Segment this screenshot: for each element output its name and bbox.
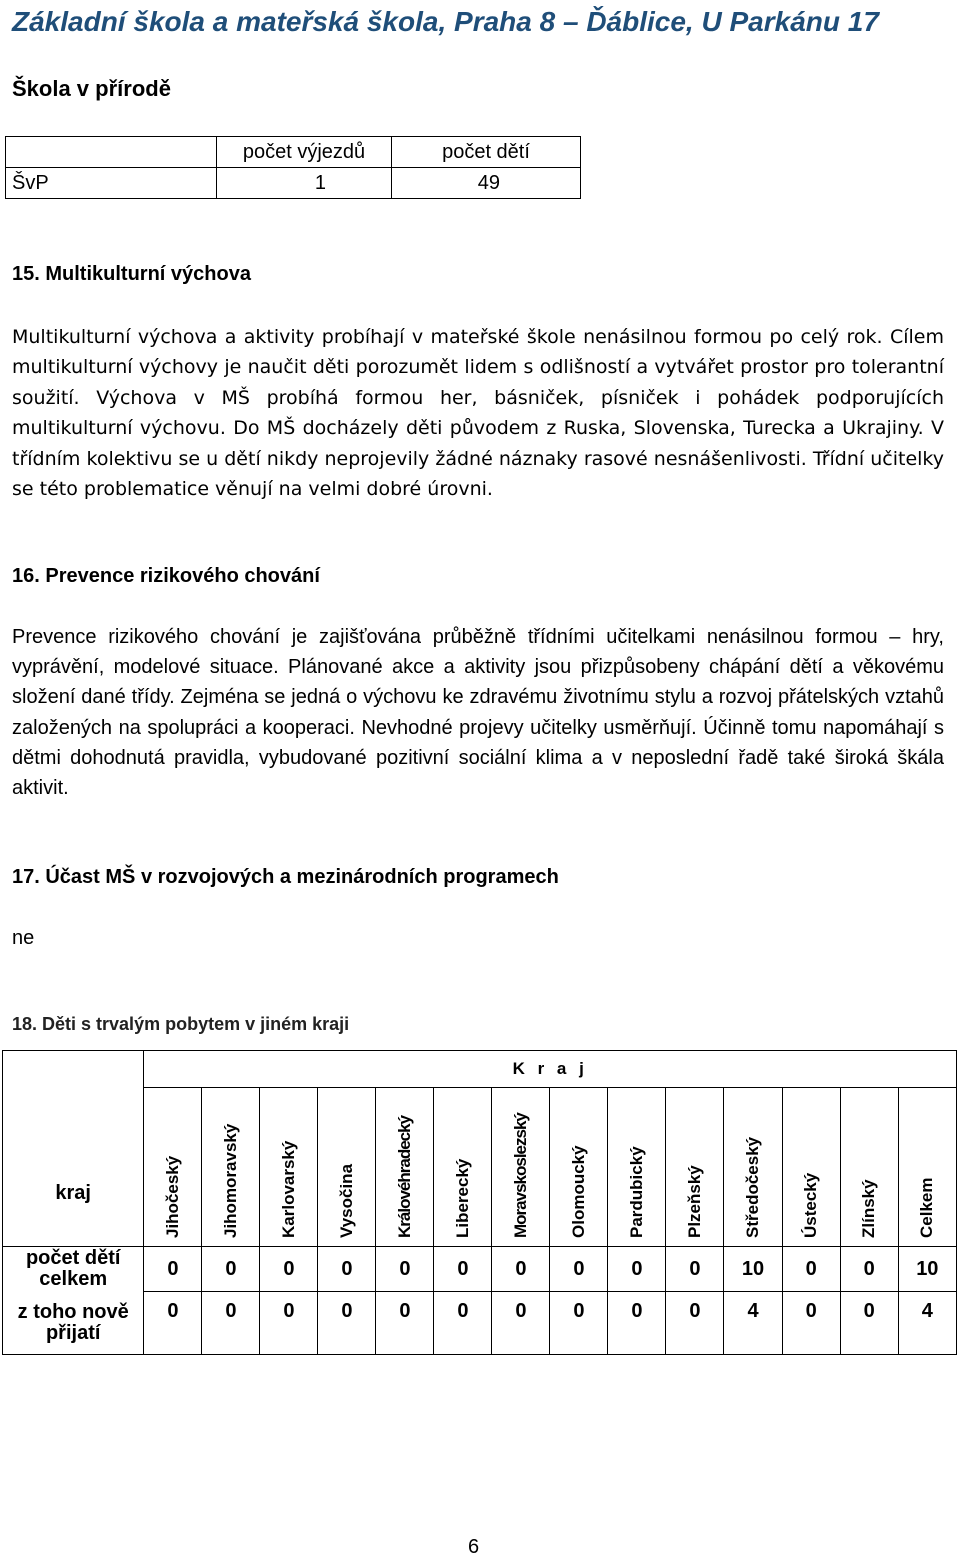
value-cell: 0	[434, 1292, 492, 1355]
section-16-title: 16. Prevence rizikového chování	[12, 565, 320, 587]
value-cell: 0	[492, 1292, 550, 1355]
svp-table	[5, 136, 581, 199]
section-17-answer: ne	[12, 927, 35, 949]
section-15-title: 15. Multikulturní výchova	[12, 263, 251, 285]
value-cell: 0	[318, 1292, 376, 1355]
table-row	[3, 1088, 957, 1247]
row-label-total: počet dětí celkem	[3, 1247, 144, 1292]
region-jihomoravsky: Jihomoravský	[202, 1088, 260, 1247]
value-cell: 0	[550, 1292, 608, 1355]
value-cell: 0	[376, 1292, 434, 1355]
region-celkem: Celkem	[898, 1088, 956, 1247]
region-plzensky: Plzeňský	[666, 1088, 724, 1247]
page-title: Základní škola a mateřská škola, Praha 8 – Ďáblice, U Parkánu 17	[12, 6, 879, 37]
value-cell: 10	[724, 1247, 782, 1292]
value-cell: 0	[550, 1247, 608, 1292]
value-cell: 0	[376, 1247, 434, 1292]
table-row	[3, 1292, 957, 1355]
row-label-new: z toho nově přijatí	[3, 1292, 144, 1355]
value-cell: 0	[666, 1292, 724, 1355]
value-cell: 0	[202, 1292, 260, 1355]
region-zlinsky: Zlínský	[840, 1088, 898, 1247]
value-cell: 0	[782, 1247, 840, 1292]
table-cell: 49	[392, 168, 581, 199]
section-18-title: 18. Děti s trvalým pobytem v jiném kraji	[12, 1014, 350, 1034]
table-header-cell: počet dětí	[392, 137, 581, 168]
region-kralovehradecky: Královéhradecký	[376, 1088, 434, 1247]
table-row	[3, 1247, 957, 1292]
region-stredocesky: Středočeský	[724, 1088, 782, 1247]
region-pardubicky: Pardubický	[608, 1088, 666, 1247]
row-header-kraj	[3, 1051, 144, 1247]
region-ustecky: Ústecký	[782, 1088, 840, 1247]
table-cell: ŠvP	[6, 168, 217, 199]
region-jihocesky: Jihočeský	[144, 1088, 202, 1247]
table-header-cell: počet výjezdů	[217, 137, 392, 168]
table-row	[3, 1051, 957, 1088]
region-moravskoslezsky: Moravskoslezský	[492, 1088, 550, 1247]
table-cell: 1	[217, 168, 392, 199]
value-cell: 10	[898, 1247, 956, 1292]
row-header-label: kraj	[55, 1181, 91, 1204]
region-liberecky: Liberecký	[434, 1088, 492, 1247]
value-cell: 0	[840, 1247, 898, 1292]
value-cell: 0	[608, 1247, 666, 1292]
page-number: 6	[468, 1536, 480, 1558]
value-cell: 0	[608, 1292, 666, 1355]
value-cell: 0	[144, 1247, 202, 1292]
value-cell: 0	[144, 1292, 202, 1355]
value-cell: 0	[782, 1292, 840, 1355]
table-row	[6, 137, 581, 168]
value-cell: 0	[260, 1247, 318, 1292]
table-row	[6, 168, 581, 199]
value-cell: 0	[492, 1247, 550, 1292]
section-16-text: Prevence rizikového chování je zajišťována průběžně třídními učitelkami nenásilnou formou – hry, vyprávění, modelové situace. Plánované akce a aktivity jsou přizpůsobeny chápání dětí a věkovému složení dané třídy. Zejména se jedná o výchovu ke zdravému životnímu stylu a rozvoj přátelských vztahů založených na spolupráci a kooperaci. Nevhodné projevy učitelky usměrňují. Účinně tomu napomáhají s dětmi dohodnutá pravidla, vybudované pozitivní sociální klima a v neposlední řadě také široká škála aktivit.	[12, 626, 944, 800]
region-vysocina: Vysočina	[318, 1088, 376, 1247]
value-cell: 4	[898, 1292, 956, 1355]
svp-title: Škola v přírodě	[12, 76, 171, 101]
table-header-kraj: K r a j	[144, 1051, 957, 1088]
section-17-title: 17. Účast MŠ v rozvojových a mezinárodních programech	[12, 866, 559, 888]
value-cell: 0	[260, 1292, 318, 1355]
value-cell: 0	[666, 1247, 724, 1292]
section-15-text: Multikulturní výchova a aktivity probíhají v mateřské škole nenásilnou formou po celý rok. Cílem multikulturní výchovy je naučit děti porozumět lidem s odlišností a vytvářet prostor pro tolerantní soužití. Výchova v MŠ probíhá formou her, básniček, písniček i pohádek podporujících multikulturní výchovu. Do MŠ docházely děti původem z Ruska, Slovenska, Turecka a Ukrajiny. V třídním kolektivu se u dětí nikdy neprojevily žádné náznaky rasové nesnášenlivosti. Třídní učitelky se této problematice věnují na velmi dobré úrovni.	[12, 326, 944, 501]
value-cell: 0	[840, 1292, 898, 1355]
region-table	[2, 1050, 957, 1355]
value-cell: 4	[724, 1292, 782, 1355]
region-olomoucky: Olomoucký	[550, 1088, 608, 1247]
region-karlovarsky: Karlovarský	[260, 1088, 318, 1247]
table-cell	[6, 137, 217, 168]
value-cell: 0	[434, 1247, 492, 1292]
value-cell: 0	[202, 1247, 260, 1292]
value-cell: 0	[318, 1247, 376, 1292]
